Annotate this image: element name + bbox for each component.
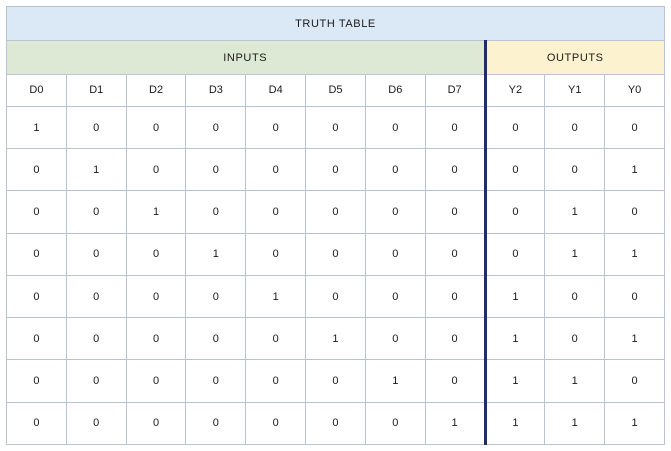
cell-d3: 0 xyxy=(186,402,246,444)
cell-d5: 0 xyxy=(306,360,366,402)
cell-d1: 0 xyxy=(66,191,126,233)
table-row xyxy=(7,318,665,360)
table-title: TRUTH TABLE xyxy=(7,7,665,41)
column-header-d6: D6 xyxy=(365,75,425,107)
cell-y1: 1 xyxy=(545,233,605,275)
cell-d4: 1 xyxy=(246,275,306,317)
cell-d4: 0 xyxy=(246,360,306,402)
cell-d0: 1 xyxy=(7,106,67,148)
cell-d1: 0 xyxy=(66,233,126,275)
cell-d7: 1 xyxy=(425,402,485,444)
truth-table xyxy=(6,6,665,445)
column-header-y2: Y2 xyxy=(485,75,545,107)
cell-d4: 0 xyxy=(246,149,306,191)
cell-d3: 1 xyxy=(186,233,246,275)
cell-d6: 0 xyxy=(365,149,425,191)
cell-d2: 0 xyxy=(126,149,186,191)
column-header-d5: D5 xyxy=(306,75,366,107)
cell-d0: 0 xyxy=(7,402,67,444)
cell-y2: 1 xyxy=(485,275,545,317)
cell-d5: 1 xyxy=(306,318,366,360)
cell-d4: 0 xyxy=(246,106,306,148)
cell-d2: 0 xyxy=(126,402,186,444)
cell-d5: 0 xyxy=(306,191,366,233)
cell-d6: 0 xyxy=(365,402,425,444)
column-header-d7: D7 xyxy=(425,75,485,107)
cell-d6: 0 xyxy=(365,233,425,275)
cell-y0: 0 xyxy=(605,360,665,402)
column-header-y1: Y1 xyxy=(545,75,605,107)
cell-d0: 0 xyxy=(7,149,67,191)
cell-d2: 0 xyxy=(126,233,186,275)
cell-d7: 0 xyxy=(425,318,485,360)
cell-d4: 0 xyxy=(246,191,306,233)
table-row xyxy=(7,233,665,275)
cell-d2: 1 xyxy=(126,191,186,233)
cell-d2: 0 xyxy=(126,318,186,360)
cell-d7: 0 xyxy=(425,233,485,275)
group-header-outputs: OUTPUTS xyxy=(485,41,665,75)
title-row xyxy=(7,7,665,41)
cell-y0: 0 xyxy=(605,191,665,233)
table-row xyxy=(7,402,665,444)
table-row xyxy=(7,275,665,317)
cell-y1: 0 xyxy=(545,318,605,360)
column-header-d0: D0 xyxy=(7,75,67,107)
cell-d3: 0 xyxy=(186,191,246,233)
column-header-d3: D3 xyxy=(186,75,246,107)
cell-y0: 1 xyxy=(605,402,665,444)
cell-d3: 0 xyxy=(186,318,246,360)
cell-d6: 0 xyxy=(365,275,425,317)
cell-d1: 0 xyxy=(66,402,126,444)
group-header-inputs: INPUTS xyxy=(7,41,486,75)
cell-y2: 0 xyxy=(485,149,545,191)
cell-y2: 1 xyxy=(485,360,545,402)
cell-d3: 0 xyxy=(186,275,246,317)
table-row xyxy=(7,191,665,233)
cell-d2: 0 xyxy=(126,275,186,317)
cell-y0: 1 xyxy=(605,318,665,360)
cell-y2: 0 xyxy=(485,191,545,233)
table-row xyxy=(7,360,665,402)
cell-d0: 0 xyxy=(7,275,67,317)
cell-y1: 1 xyxy=(545,191,605,233)
cell-d6: 1 xyxy=(365,360,425,402)
cell-y2: 0 xyxy=(485,106,545,148)
cell-d6: 0 xyxy=(365,191,425,233)
cell-d7: 0 xyxy=(425,106,485,148)
cell-y1: 1 xyxy=(545,402,605,444)
cell-d1: 0 xyxy=(66,106,126,148)
cell-d1: 0 xyxy=(66,360,126,402)
truth-table-body xyxy=(7,7,665,445)
column-header-row xyxy=(7,75,665,107)
group-header-row xyxy=(7,41,665,75)
cell-y1: 0 xyxy=(545,149,605,191)
table-row xyxy=(7,106,665,148)
cell-y2: 1 xyxy=(485,318,545,360)
cell-y0: 1 xyxy=(605,149,665,191)
cell-d2: 0 xyxy=(126,360,186,402)
column-header-d1: D1 xyxy=(66,75,126,107)
cell-d6: 0 xyxy=(365,318,425,360)
cell-d5: 0 xyxy=(306,233,366,275)
cell-y0: 0 xyxy=(605,106,665,148)
cell-d3: 0 xyxy=(186,360,246,402)
cell-y2: 1 xyxy=(485,402,545,444)
table-row xyxy=(7,149,665,191)
cell-d2: 0 xyxy=(126,106,186,148)
cell-d1: 0 xyxy=(66,275,126,317)
cell-d5: 0 xyxy=(306,275,366,317)
column-header-d2: D2 xyxy=(126,75,186,107)
cell-d7: 0 xyxy=(425,360,485,402)
cell-y0: 0 xyxy=(605,275,665,317)
cell-d6: 0 xyxy=(365,106,425,148)
cell-d1: 0 xyxy=(66,318,126,360)
cell-d4: 0 xyxy=(246,318,306,360)
cell-y0: 1 xyxy=(605,233,665,275)
cell-d0: 0 xyxy=(7,233,67,275)
column-header-d4: D4 xyxy=(246,75,306,107)
cell-d0: 0 xyxy=(7,191,67,233)
cell-y1: 1 xyxy=(545,360,605,402)
cell-d5: 0 xyxy=(306,402,366,444)
cell-d7: 0 xyxy=(425,149,485,191)
column-header-y0: Y0 xyxy=(605,75,665,107)
cell-d3: 0 xyxy=(186,149,246,191)
cell-d3: 0 xyxy=(186,106,246,148)
cell-d4: 0 xyxy=(246,402,306,444)
cell-d5: 0 xyxy=(306,106,366,148)
cell-d4: 0 xyxy=(246,233,306,275)
cell-y2: 0 xyxy=(485,233,545,275)
cell-d5: 0 xyxy=(306,149,366,191)
cell-d0: 0 xyxy=(7,318,67,360)
cell-d7: 0 xyxy=(425,191,485,233)
cell-d1: 1 xyxy=(66,149,126,191)
cell-d0: 0 xyxy=(7,360,67,402)
cell-y1: 0 xyxy=(545,275,605,317)
cell-y1: 0 xyxy=(545,106,605,148)
cell-d7: 0 xyxy=(425,275,485,317)
